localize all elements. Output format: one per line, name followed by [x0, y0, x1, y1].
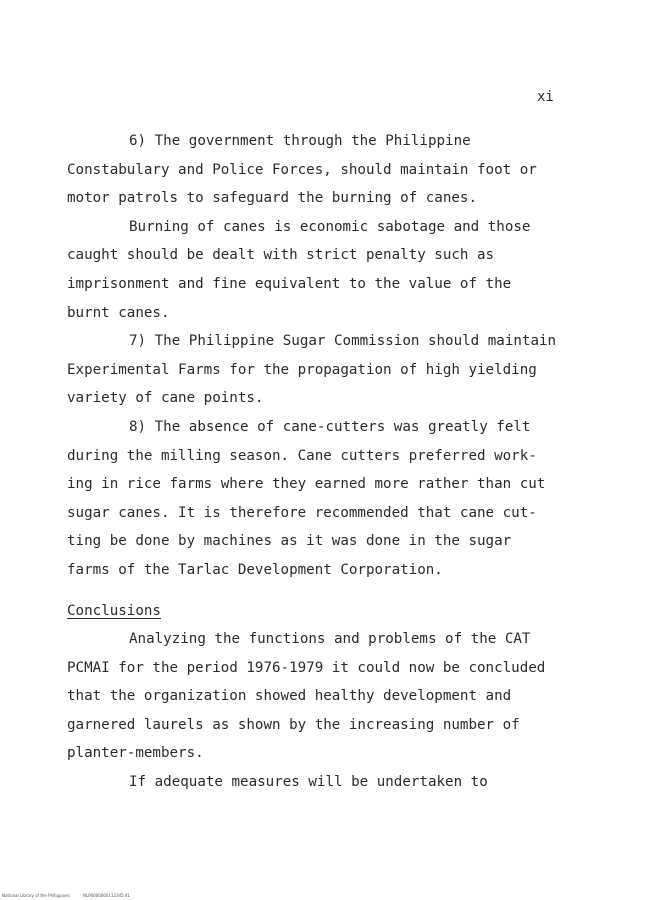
recommendation-6-detail [67, 213, 587, 327]
text-line: ting be done by machines as it was done in the sugar [67, 533, 512, 550]
conclusions-paragraph-2 [67, 768, 587, 797]
document-body [67, 127, 587, 797]
text-line: 7) The Philippine Sugar Commission should maintain [129, 333, 557, 350]
footer-code: NLP0000000112345 ll1 [83, 893, 130, 898]
text-line: Burning of canes is economic sabotage and those [129, 218, 531, 235]
page-number: xi [537, 89, 554, 105]
text-line: burnt canes. [67, 304, 170, 321]
conclusions-paragraph-1 [67, 625, 587, 768]
recommendation-7 [67, 327, 587, 413]
conclusions-heading: Conclusions [67, 602, 161, 619]
text-line: imprisonment and fine equivalent to the value of the [67, 275, 512, 292]
text-line: PCMAI for the period 1976-1979 it could now be concluded [67, 659, 546, 676]
text-line: ing in rice farms where they earned more rather than cut [67, 476, 546, 493]
recommendation-6 [67, 127, 587, 213]
text-line: sugar canes. It is therefore recommended that cane cut- [67, 504, 537, 521]
text-line: 8) The absence of cane-cutters was greatly felt [129, 418, 531, 435]
text-line: If adequate measures will be undertaken to [129, 774, 488, 791]
footer [2, 893, 130, 898]
text-line: variety of cane points. [67, 390, 264, 407]
footer-library: National Library of the Philippines [2, 893, 70, 898]
text-line: caught should be dealt with strict penalty such as [67, 247, 495, 264]
text-line: farms of the Tarlac Development Corporation. [67, 561, 443, 578]
section-gap [67, 585, 587, 597]
text-line: Analyzing the functions and problems of the CAT [129, 631, 531, 648]
text-line: motor patrols to safeguard the burning of canes. [67, 190, 477, 207]
text-line: garnered laurels as shown by the increasing number of [67, 716, 520, 733]
recommendation-8 [67, 413, 587, 585]
text-line: 6) The government through the Philippine [129, 133, 471, 149]
text-line: during the milling season. Cane cutters preferred work- [67, 447, 537, 464]
text-line: planter-members. [67, 745, 204, 762]
text-line: Experimental Farms for the propagation of high yielding [67, 361, 537, 378]
text-line: that the organization showed healthy development and [67, 688, 512, 705]
text-line: Constabulary and Police Forces, should maintain foot or [67, 161, 537, 178]
